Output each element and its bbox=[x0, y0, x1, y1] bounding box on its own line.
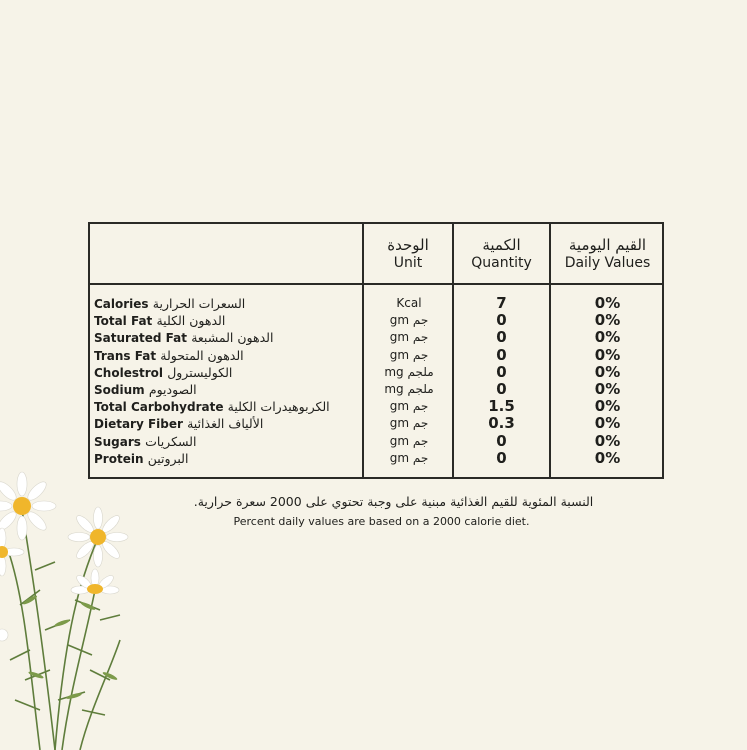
nutrient-name bbox=[94, 364, 356, 382]
nutrient-name-en: Saturated Fat bbox=[94, 331, 188, 346]
nutrient-name-en: Trans Fat bbox=[94, 348, 157, 363]
unit-cell: mg ملجم bbox=[384, 382, 434, 396]
header-quantity-ar: الكمية bbox=[482, 235, 521, 254]
nutrient-name bbox=[94, 450, 356, 468]
nutrient-name-ar: الألياف الغذائية bbox=[187, 416, 264, 432]
daily-value-cell: 0% bbox=[594, 311, 621, 330]
flower-1 bbox=[0, 472, 56, 540]
daily-value-cell: 0% bbox=[594, 448, 621, 467]
quantity-cell: 0 bbox=[496, 380, 507, 398]
table-row bbox=[90, 415, 662, 432]
unit-cell: gm جم bbox=[389, 347, 429, 362]
nutrient-name bbox=[94, 312, 356, 330]
nutrient-name-ar: البروتين bbox=[147, 450, 189, 466]
quantity-cell: 7 bbox=[496, 294, 507, 312]
nutrient-name-en: Cholestrol bbox=[94, 365, 163, 380]
header-daily-values-ar: القيم اليومية bbox=[568, 235, 647, 254]
nutrient-name-en: Sodium bbox=[94, 383, 145, 397]
quantity-cell: 1.5 bbox=[488, 397, 515, 416]
quantity-cell: 0 bbox=[496, 362, 507, 381]
flower-3 bbox=[71, 569, 119, 594]
header-unit-ar: الوحدة bbox=[387, 235, 429, 254]
nutrient-name-ar: السكريات bbox=[145, 433, 197, 449]
flower-bud bbox=[0, 629, 8, 641]
daily-value-cell: 0% bbox=[594, 380, 621, 398]
nutrient-name bbox=[94, 415, 356, 433]
nutrient-name-ar: الكربوهيدرات الكلية bbox=[227, 399, 330, 415]
chamomile-flowers-illustration bbox=[0, 470, 210, 750]
quantity-cell: 0 bbox=[496, 431, 507, 450]
table-row bbox=[90, 450, 662, 467]
unit-cell: gm جم bbox=[389, 313, 429, 328]
header-quantity bbox=[454, 224, 549, 283]
unit-cell: gm جم bbox=[389, 399, 429, 414]
unit-cell: gm جم bbox=[389, 330, 429, 345]
daily-value-cell: 0% bbox=[594, 328, 621, 347]
nutrient-name-en: Calories bbox=[94, 297, 149, 311]
header-quantity-en: Quantity bbox=[471, 254, 532, 271]
unit-cell: gm جم bbox=[389, 416, 429, 431]
footnote-en: Percent daily values are based on a 2000 calorie diet. bbox=[233, 515, 530, 528]
unit-cell: Kcal bbox=[396, 296, 422, 310]
table-row bbox=[90, 329, 662, 346]
daily-value-cell: 0% bbox=[594, 362, 621, 381]
table-row bbox=[90, 364, 662, 381]
unit-cell: gm جم bbox=[389, 450, 429, 465]
daily-value-cell: 0% bbox=[594, 414, 621, 433]
table-row bbox=[90, 433, 662, 450]
nutrient-name-ar: الدهون المتحولة bbox=[160, 347, 244, 363]
nutrient-name-en: Dietary Fiber bbox=[94, 417, 183, 432]
unit-cell: mg ملجم bbox=[384, 364, 434, 379]
table-row bbox=[90, 295, 662, 312]
nutrient-name-ar: الكوليسترول bbox=[167, 364, 233, 380]
footnote-ar: النسبة المئوية للقيم الغذائية مبنية على وجبة تحتوي على 2000 سعرة حرارية. bbox=[193, 494, 594, 509]
table-row bbox=[90, 398, 662, 415]
nutrient-name bbox=[94, 381, 356, 399]
table-row bbox=[90, 347, 662, 364]
header-divider bbox=[90, 283, 662, 285]
nutrient-name bbox=[94, 433, 356, 451]
header-unit bbox=[364, 224, 452, 283]
unit-cell: gm جم bbox=[389, 433, 429, 448]
quantity-cell: 0 bbox=[496, 311, 507, 330]
nutrition-table bbox=[88, 222, 664, 479]
nutrient-name-ar: الصوديوم bbox=[148, 382, 197, 397]
nutrient-name bbox=[94, 329, 356, 347]
header-daily-values bbox=[551, 224, 664, 283]
nutrient-name-en: Total Fat bbox=[94, 314, 153, 329]
nutrient-name-ar: السعرات الحرارية bbox=[152, 296, 246, 311]
nutrient-name-en: Sugars bbox=[94, 434, 141, 449]
quantity-cell: 0 bbox=[496, 345, 507, 364]
daily-value-cell: 0% bbox=[594, 397, 621, 416]
quantity-cell: 0.3 bbox=[488, 414, 515, 433]
quantity-cell: 0 bbox=[496, 448, 507, 467]
header-daily-values-en: Daily Values bbox=[564, 254, 651, 271]
nutrient-name bbox=[94, 295, 356, 313]
nutrient-name-en: Total Carbohydrate bbox=[94, 400, 224, 415]
table-row bbox=[90, 381, 662, 398]
daily-value-cell: 0% bbox=[594, 294, 621, 312]
nutrient-name-ar: الدهون المشبعة bbox=[191, 330, 274, 346]
flower-2 bbox=[68, 507, 128, 567]
quantity-cell: 0 bbox=[496, 328, 507, 347]
daily-value-cell: 0% bbox=[594, 345, 621, 364]
nutrient-name-ar: الدهون الكلية bbox=[156, 313, 226, 329]
nutrient-name bbox=[94, 398, 356, 416]
nutrient-name bbox=[94, 347, 356, 365]
table-row bbox=[90, 312, 662, 329]
header-unit-en: Unit bbox=[393, 254, 423, 271]
daily-value-cell: 0% bbox=[594, 431, 621, 450]
nutrient-name-en: Protein bbox=[94, 451, 144, 466]
